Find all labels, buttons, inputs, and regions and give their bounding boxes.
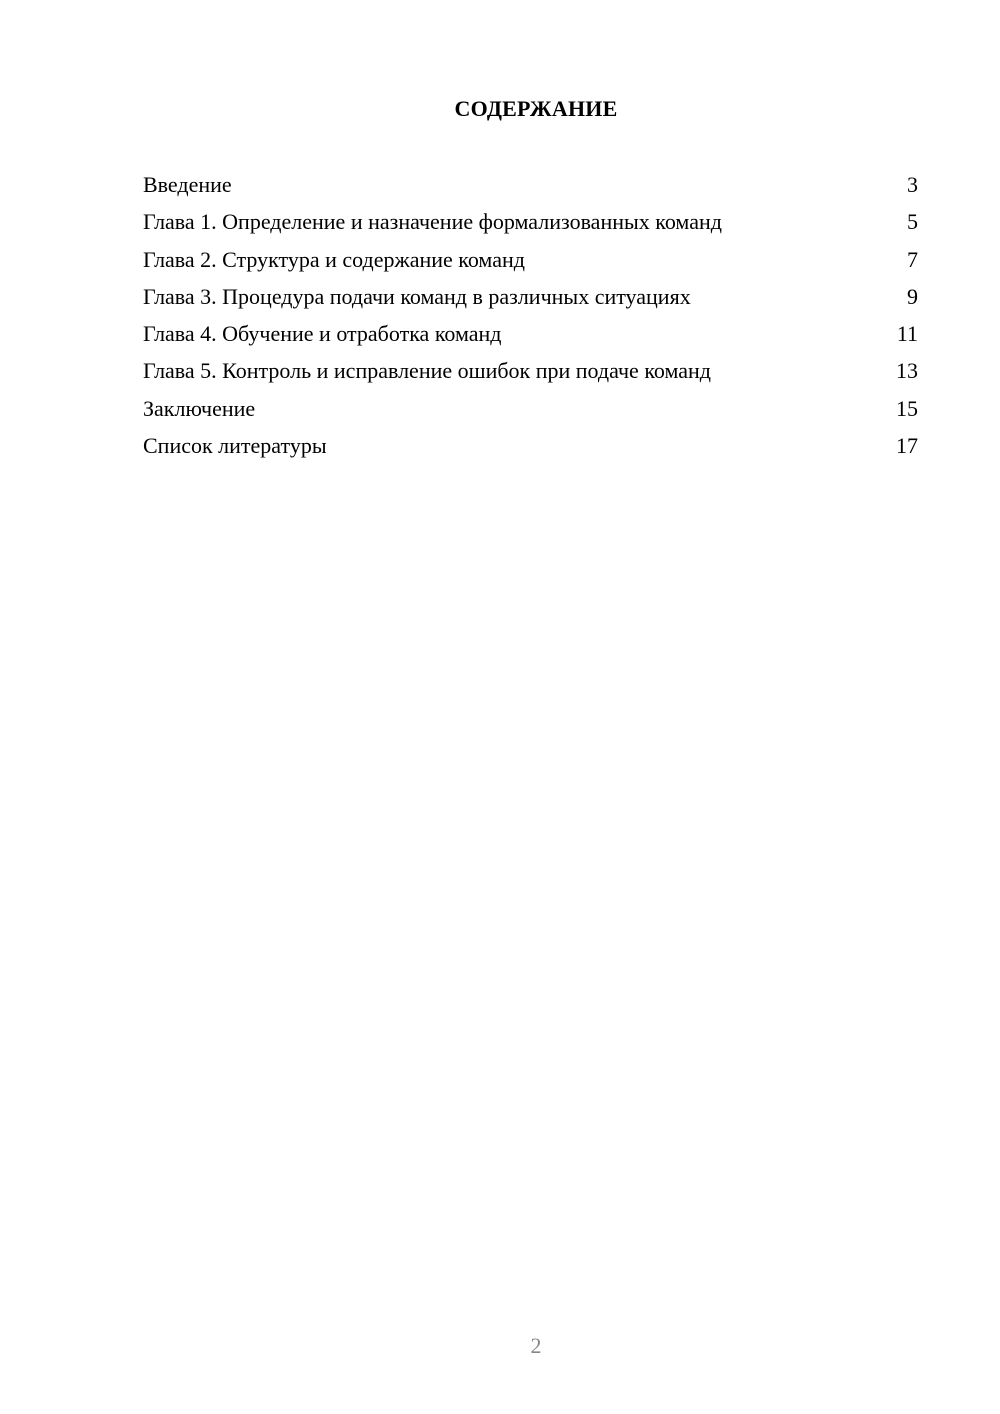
toc-entry-page-number: 17 bbox=[896, 433, 918, 459]
toc-entry-title: Глава 3. Процедура подачи команд в различных ситуациях bbox=[143, 283, 691, 309]
toc-entry-page-number: 9 bbox=[907, 283, 918, 309]
toc-entry-title: Глава 1. Определение и назначение формализованных команд bbox=[143, 209, 722, 235]
toc-entry-chapter-3 bbox=[143, 282, 918, 319]
toc-entry-page-number: 5 bbox=[907, 209, 918, 235]
toc-entry-chapter-1 bbox=[143, 207, 918, 244]
toc-entry-introduction bbox=[143, 170, 918, 207]
toc-entry-title: Глава 5. Контроль и исправление ошибок при подаче команд bbox=[143, 358, 711, 384]
toc-entry-bibliography bbox=[143, 431, 918, 468]
toc-entry-chapter-2 bbox=[143, 245, 918, 282]
toc-entry-chapter-5 bbox=[143, 356, 918, 393]
toc-entry-page-number: 11 bbox=[896, 321, 918, 347]
page-number: 2 bbox=[530, 1333, 542, 1358]
toc-entry-chapter-4 bbox=[143, 319, 918, 356]
toc-entry-title: Введение bbox=[143, 172, 232, 197]
toc-entry-page-number: 15 bbox=[896, 395, 918, 421]
toc-entry-title: Глава 4. Обучение и отработка команд bbox=[143, 321, 502, 347]
toc-entry-title: Заключение bbox=[143, 395, 256, 421]
toc-entry-page-number: 13 bbox=[896, 358, 918, 384]
table-of-contents bbox=[143, 170, 918, 468]
toc-entry-page-number: 3 bbox=[907, 172, 918, 197]
toc-entry-title: Глава 2. Структура и содержание команд bbox=[143, 246, 525, 272]
toc-entry-conclusion bbox=[143, 394, 918, 431]
toc-entry-page-number: 7 bbox=[907, 246, 918, 272]
toc-entry-title: Список литературы bbox=[143, 433, 327, 459]
page-title: СОДЕРЖАНИЕ bbox=[454, 96, 618, 121]
